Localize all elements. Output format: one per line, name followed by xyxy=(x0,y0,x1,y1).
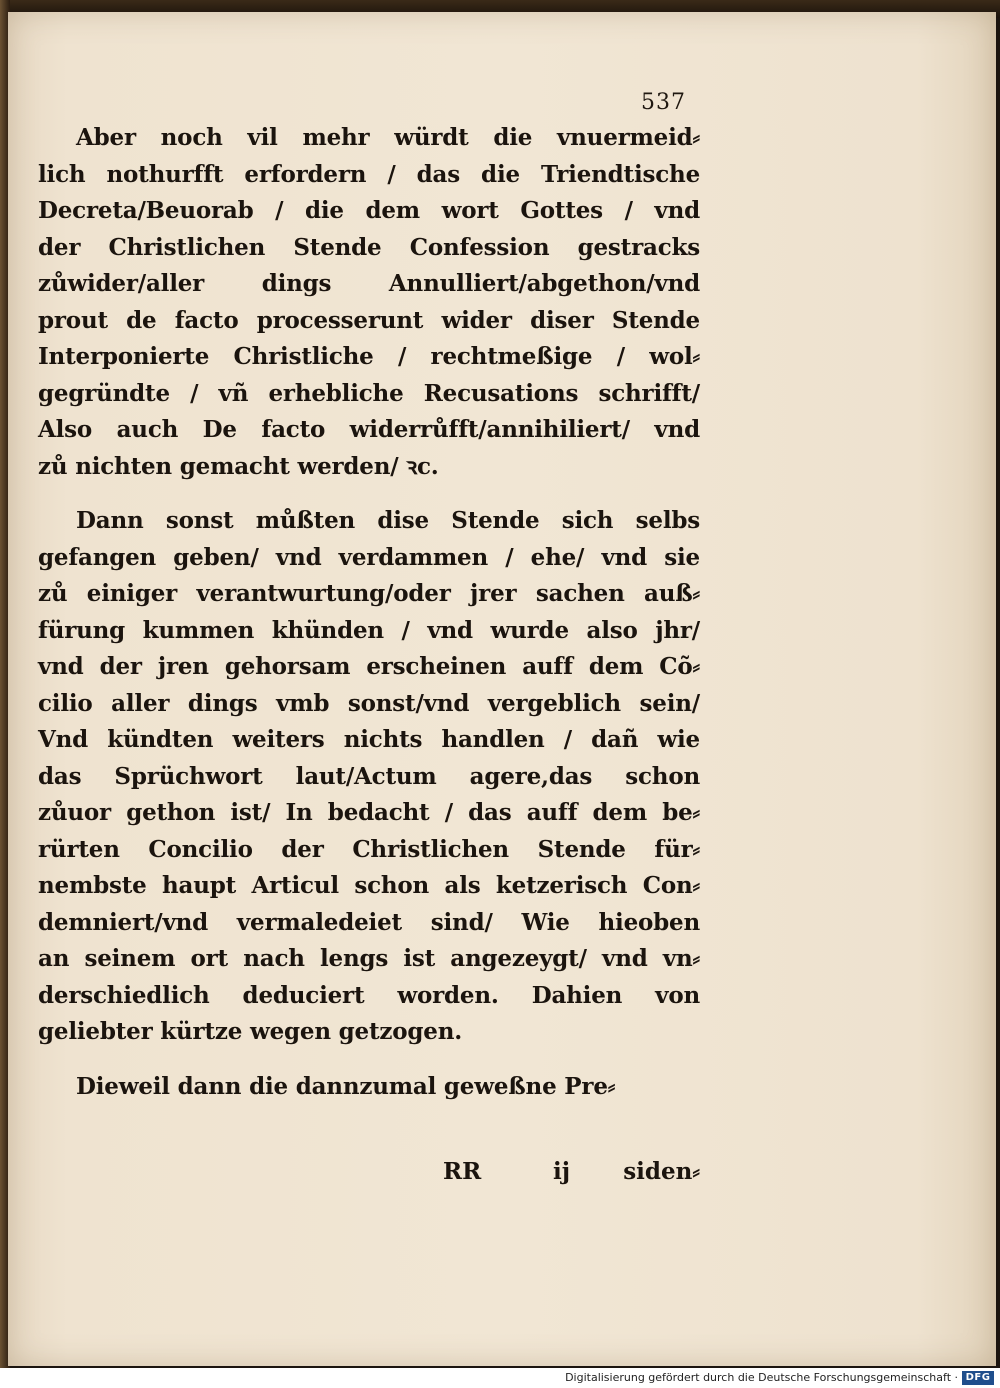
paragraph xyxy=(38,503,700,1051)
text-line: nembste haupt Articul schon als ketzerisch Con⸗ xyxy=(38,872,700,899)
text-line: Interponierte Christliche / rechtmeßige / wol⸗ xyxy=(38,343,700,370)
dfg-logo-icon: DFG xyxy=(962,1371,994,1385)
text-line: zůuor gethon ist/ In bedacht / das auff dem be⸗ xyxy=(38,799,700,826)
paragraph xyxy=(38,120,700,485)
text-line: Vnd kündten weiters nichts handlen / dañ wie xyxy=(38,726,700,753)
text-line: zůwider/aller dings Annulliert/abgethon/vnd xyxy=(38,270,700,297)
text-line: der Christlichen Stende Confession gestracks xyxy=(38,233,700,261)
text-line: Dieweil dann die dannzumal geweßne Pre⸗ xyxy=(76,1072,616,1100)
text-line: zů nichten gemacht werden/ ꝛc. xyxy=(38,452,439,480)
text-line: demniert/vnd vermaledeiet sind/ Wie hieoben xyxy=(38,908,700,936)
text-line: vnd der jren gehorsam erscheinen auff dem Cõ⸗ xyxy=(38,653,700,680)
text-line: an seinem ort nach lengs ist angezeygt/ vnd vn⸗ xyxy=(38,945,700,972)
footer-bar xyxy=(0,1368,1000,1388)
text-line: Aber noch vil mehr würdt die vnuermeid⸗ xyxy=(76,124,700,151)
catchword: siden⸗ xyxy=(623,1158,700,1185)
text-line: Dann sonst můßten dise Stende sich selbs xyxy=(76,507,700,534)
text-line: lich nothurfft erfordern / das die Triendtische xyxy=(38,160,700,188)
body-text xyxy=(38,120,700,1123)
catchline xyxy=(38,1154,700,1190)
text-line: derschiedlich deduciert worden. Dahien von xyxy=(38,981,700,1009)
text-line: rürten Concilio der Christlichen Stende für⸗ xyxy=(38,835,700,863)
text-line: gegründte / vñ erhebliche Recusations schrifft/ xyxy=(38,379,700,407)
text-line: gefangen geben/ vnd verdammen / ehe/ vnd sie xyxy=(38,543,700,571)
text-line: Also auch De facto widerrůfft/annihiliert/ vnd xyxy=(38,416,700,443)
funding-notice: Digitalisierung gefördert durch die Deutsche Forschungsgemeinschaft · xyxy=(565,1371,958,1384)
scanned-page xyxy=(8,12,996,1366)
text-line: das Sprüchwort laut/Actum agere,das schon xyxy=(38,762,700,790)
text-line: fürung kummen khünden / vnd wurde also jhr/ xyxy=(38,616,700,644)
text-line: Decreta/Beuorab / die dem wort Gottes / vnd xyxy=(38,197,700,224)
text-line: geliebter kürtze wegen getzogen. xyxy=(38,1018,463,1045)
text-line: zů einiger verantwurtung/oder jrer sachen auß⸗ xyxy=(38,580,700,607)
text-line: cilio aller dings vmb sonst/vnd vergeblich sein/ xyxy=(38,689,700,717)
text-line: prout de facto processerunt wider diser Stende xyxy=(38,306,700,334)
signature-number: ij xyxy=(553,1158,571,1185)
page-number: 537 xyxy=(641,90,686,115)
paragraph xyxy=(38,1069,700,1106)
signature-mark: RR xyxy=(443,1158,482,1185)
